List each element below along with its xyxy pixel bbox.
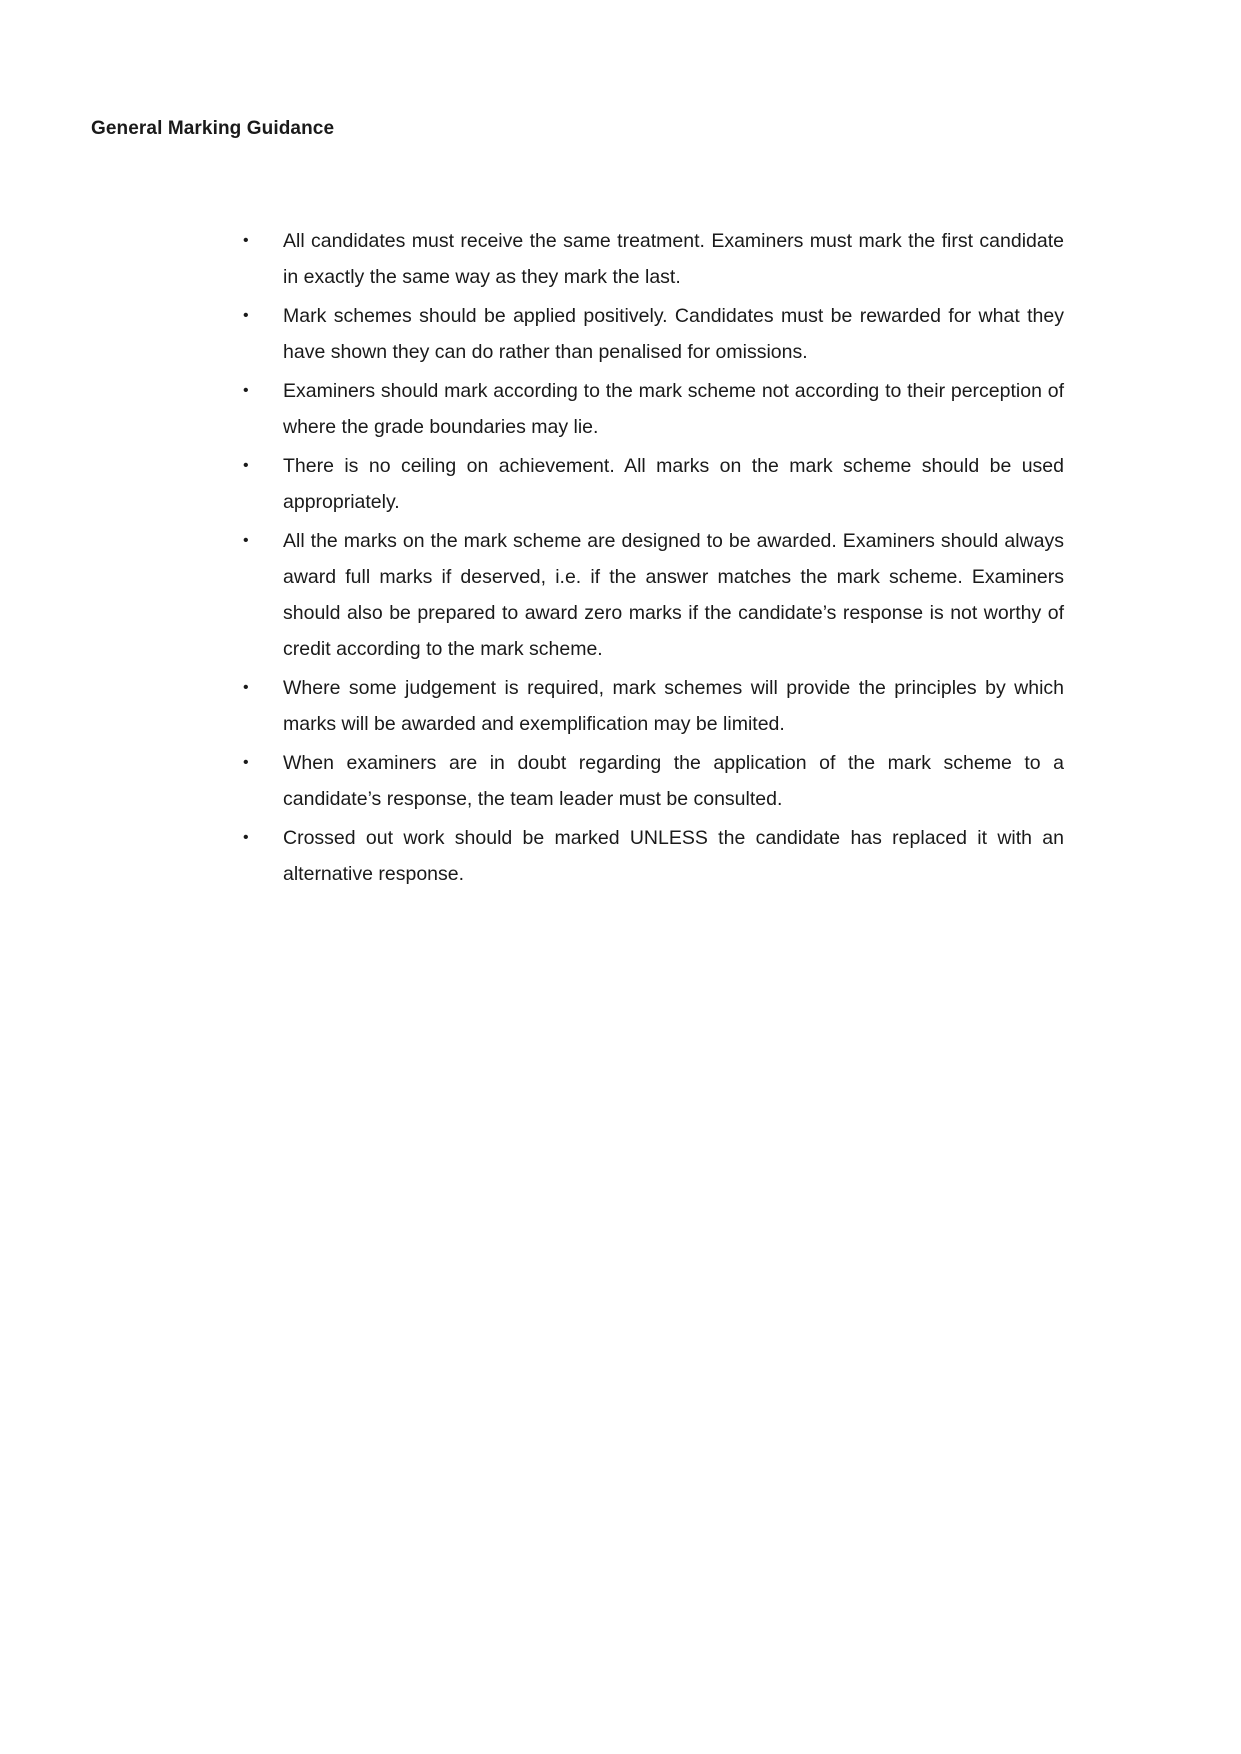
list-item-text: There is no ceiling on achievement. All marks on the mark scheme should be used appropriately.	[283, 455, 1064, 513]
list-item-text: Crossed out work should be marked UNLESS the candidate has replaced it with an alternative response.	[283, 827, 1064, 885]
list-item	[243, 448, 1064, 520]
list-item-text: All the marks on the mark scheme are designed to be awarded. Examiners should always award full marks if deserved, i.e. if the answer matches the mark scheme. Examiners should also be prepared to award zero marks if the candidate’s response is not worthy of credit according to the mark scheme.	[283, 530, 1064, 660]
bullet-icon: •	[243, 829, 249, 846]
list-item-text: Examiners should mark according to the mark scheme not according to their perception of where the grade boundaries may lie.	[283, 380, 1064, 438]
list-item	[243, 670, 1064, 742]
bullet-icon: •	[243, 754, 249, 771]
list-item-text: Mark schemes should be applied positively. Candidates must be rewarded for what they have shown they can do rather than penalised for omissions.	[283, 305, 1064, 363]
list-item-text: When examiners are in doubt regarding the application of the mark scheme to a candidate’s response, the team leader must be consulted.	[283, 752, 1064, 810]
list-item	[243, 298, 1064, 370]
bullet-icon: •	[243, 382, 249, 399]
list-item	[243, 223, 1064, 295]
bullet-icon: •	[243, 679, 249, 696]
bullet-icon: •	[243, 307, 249, 324]
bullet-icon: •	[243, 457, 249, 474]
bullet-icon: •	[243, 532, 249, 549]
page-heading: General Marking Guidance	[91, 118, 335, 139]
bullet-icon: •	[243, 232, 249, 249]
guidance-list	[243, 223, 1064, 895]
list-item	[243, 745, 1064, 817]
list-item	[243, 820, 1064, 892]
list-item-text: All candidates must receive the same treatment. Examiners must mark the first candidate in exactly the same way as they mark the last.	[283, 230, 1064, 288]
list-item	[243, 373, 1064, 445]
list-item-text: Where some judgement is required, mark schemes will provide the principles by which marks will be awarded and exemplification may be limited.	[283, 677, 1064, 735]
list-item	[243, 523, 1064, 667]
